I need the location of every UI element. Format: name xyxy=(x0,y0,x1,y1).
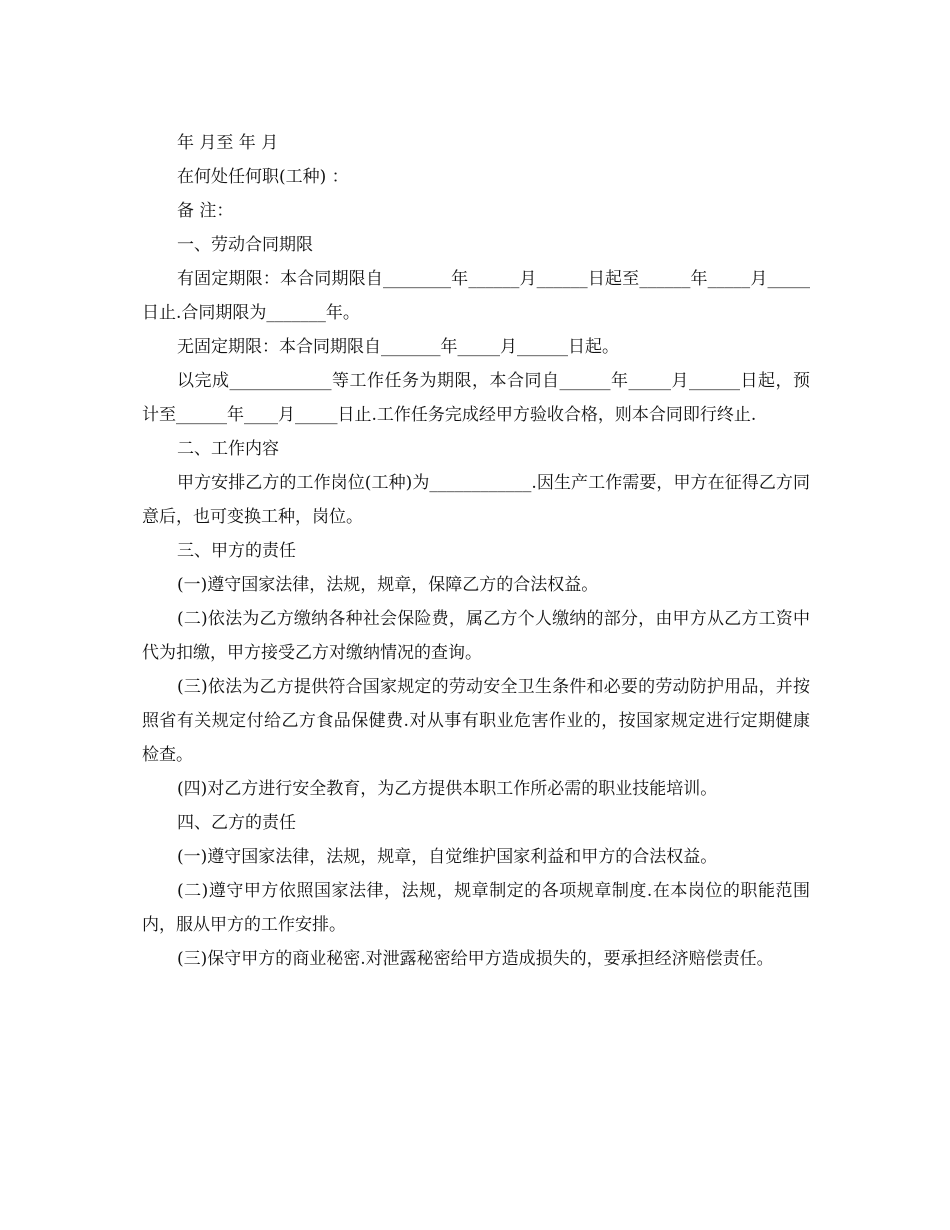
section-heading-party-b: 四、乙方的责任 xyxy=(177,813,296,833)
open-term-paragraph: 无固定期限：本合同期限自_______年_____月______日起。 xyxy=(177,337,619,357)
party-a-clause-1: (一)遵守国家法律，法规，规章，保障乙方的合法权益。 xyxy=(177,575,599,595)
job-content-paragraph: 甲方安排乙方的工作岗位(工种)为____________.因生产工作需要，甲方在征得乙方同意后，也可变换工种，岗位。 xyxy=(142,473,810,527)
party-a-clause-4: (四)对乙方进行安全教育，为乙方提供本职工作所必需的职业技能培训。 xyxy=(177,779,718,799)
task-term-paragraph: 以完成____________等工作任务为期限，本合同自______年_____月______日起，预计至______年____月_____日止.工作任务完成经甲方验收合格，则本合同即行终止. xyxy=(142,371,810,425)
fixed-term-paragraph: 有固定期限：本合同期限自________年______月______日起至______年_____月_____日止.合同期限为_______年。 xyxy=(142,269,810,323)
party-b-clause-3: (三)保守甲方的商业秘密.对泄露秘密给甲方造成损失的，要承担经济赔偿责任。 xyxy=(177,949,774,969)
document-body xyxy=(142,126,810,976)
section-heading-contract-term: 一、劳动合同期限 xyxy=(177,235,313,255)
party-b-clause-2: (二)遵守甲方依照国家法律，法规，规章制定的各项规章制度.在本岗位的职能范围内，服从甲方的工作安排。 xyxy=(142,881,810,935)
section-heading-job-content: 二、工作内容 xyxy=(177,439,279,459)
remarks-line: 备 注： xyxy=(177,201,234,221)
party-b-clause-1: (一)遵守国家法律，法规，规章，自觉维护国家利益和甲方的合法权益。 xyxy=(177,847,718,867)
party-a-clause-2: (二)依法为乙方缴纳各种社会保险费，属乙方个人缴纳的部分，由甲方从乙方工资中代为扣缴，甲方接受乙方对缴纳情况的查询。 xyxy=(142,609,810,663)
period-line: 年 月至 年 月 xyxy=(177,133,279,153)
party-a-clause-3: (三)依法为乙方提供符合国家规定的劳动安全卫生条件和必要的劳动防护用品，并按照省有关规定付给乙方食品保健费.对从事有职业危害作业的，按国家规定进行定期健康检查。 xyxy=(142,677,810,765)
section-heading-party-a: 三、甲方的责任 xyxy=(177,541,296,561)
position-line: 在何处任何职(工种) ： xyxy=(177,167,349,187)
